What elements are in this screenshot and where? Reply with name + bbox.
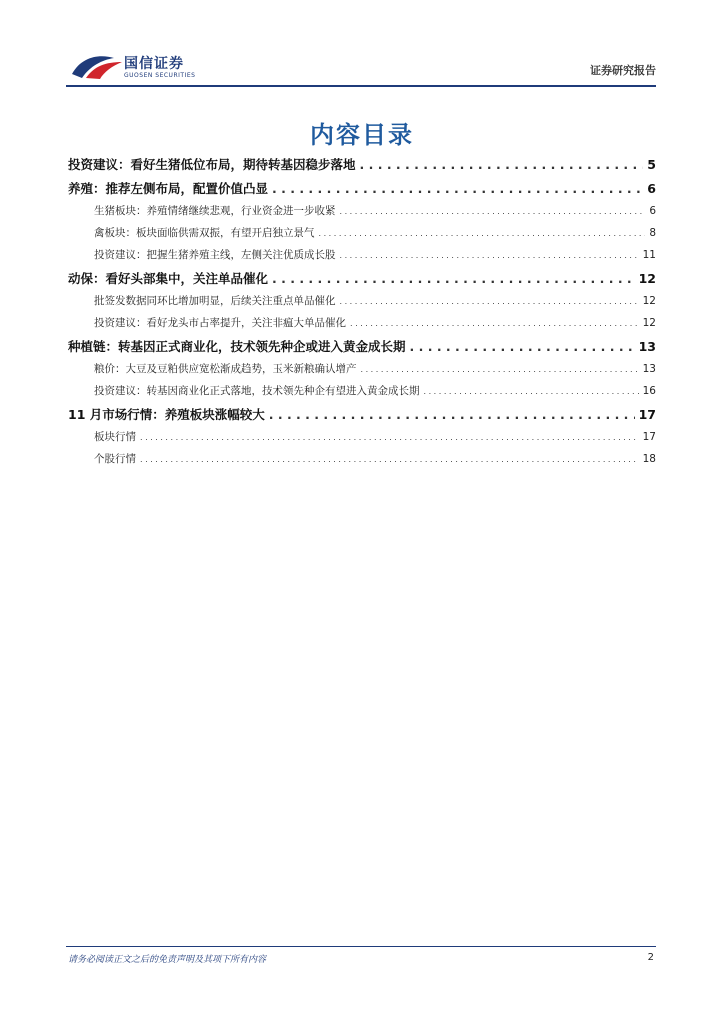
toc-entry-title: 种植链：转基因正式商业化，技术领先种企或进入黄金成长期 — [68, 339, 406, 354]
toc-entry-title: 投资建议：看好生猪低位布局，期待转基因稳步落地 — [68, 157, 356, 172]
toc-dot-leader — [319, 222, 646, 244]
toc-dot-leader — [361, 358, 639, 380]
toc-entry-subsection[interactable] — [68, 290, 656, 312]
toc-entry-title: 个股行情 — [94, 453, 136, 465]
header-divider — [66, 85, 656, 87]
brand-name-cn: 国信证券 — [124, 56, 184, 72]
toc-entry-page: 13 — [638, 339, 656, 354]
toc-entry-subsection[interactable] — [68, 200, 656, 222]
toc-entry-subsection[interactable] — [68, 380, 656, 402]
toc-dot-leader — [424, 380, 639, 402]
toc-entry-page: 5 — [647, 157, 656, 172]
toc-entry-page: 16 — [642, 385, 656, 397]
toc-dot-leader — [140, 448, 639, 470]
toc-dot-leader — [350, 312, 639, 334]
page-header — [66, 48, 656, 84]
report-type-label: 证券研究报告 — [590, 64, 656, 77]
toc-title: 内容目录 — [310, 121, 414, 149]
toc-entry-title: 批签发数据同环比增加明显，后续关注重点单品催化 — [94, 295, 336, 307]
toc-entry-title: 粮价：大豆及豆粕供应宽松渐成趋势，玉米新粮确认增产 — [94, 363, 357, 375]
toc-entry-section[interactable] — [68, 177, 656, 200]
toc-entry-title: 投资建议：看好龙头市占率提升，关注非瘟大单品催化 — [94, 317, 346, 329]
toc-entry-subsection[interactable] — [68, 426, 656, 448]
toc-entry-title: 生猪板块：养殖情绪继续悲观，行业资金进一步收紧 — [94, 205, 336, 217]
page-number: 2 — [647, 952, 654, 963]
toc-dot-leader — [340, 290, 639, 312]
guosen-logo-icon — [70, 52, 126, 80]
toc-dot-leader — [272, 177, 643, 200]
toc-entry-page: 6 — [649, 205, 656, 217]
toc-entry-page: 12 — [642, 317, 656, 329]
toc-entry-section[interactable] — [68, 403, 656, 426]
toc-entry-page: 12 — [642, 295, 656, 307]
toc-entry-page: 11 — [642, 249, 656, 261]
toc-entry-page: 17 — [642, 431, 656, 443]
toc-entry-page: 6 — [647, 181, 656, 196]
toc-entry-subsection[interactable] — [68, 222, 656, 244]
toc-entry-page: 8 — [649, 227, 656, 239]
toc-entry-title: 11 月市场行情：养殖板块涨幅较大 — [68, 407, 265, 422]
toc-entry-subsection[interactable] — [68, 358, 656, 380]
toc-dot-leader — [410, 335, 635, 358]
table-of-contents — [68, 152, 656, 470]
toc-dot-leader — [272, 267, 635, 290]
footer-divider — [66, 946, 656, 947]
toc-entry-title: 养殖：推荐左侧布局，配置价值凸显 — [68, 181, 269, 196]
toc-entry-subsection[interactable] — [68, 244, 656, 266]
toc-entry-section[interactable] — [68, 267, 656, 290]
toc-entry-section[interactable] — [68, 335, 656, 358]
toc-entry-title: 投资建议：转基因商业化正式落地，技术领先种企有望进入黄金成长期 — [94, 385, 420, 397]
toc-entry-page: 18 — [642, 453, 656, 465]
toc-entry-subsection[interactable] — [68, 448, 656, 470]
toc-entry-title: 动保：看好头部集中，关注单品催化 — [68, 271, 269, 286]
toc-dot-leader — [360, 153, 644, 176]
toc-entry-page: 17 — [638, 407, 656, 422]
brand-name-en: GUOSEN SECURITIES — [124, 72, 196, 79]
footer-disclaimer: 请务必阅读正文之后的免责声明及其项下所有内容 — [68, 955, 267, 965]
toc-dot-leader — [340, 200, 646, 222]
toc-entry-title: 投资建议：把握生猪养殖主线，左侧关注优质成长股 — [94, 249, 336, 261]
toc-dot-leader — [269, 403, 635, 426]
toc-entry-page: 13 — [642, 363, 656, 375]
toc-entry-section[interactable] — [68, 153, 656, 176]
toc-entry-subsection[interactable] — [68, 312, 656, 334]
toc-entry-title: 板块行情 — [94, 431, 136, 443]
toc-dot-leader — [140, 426, 639, 448]
toc-dot-leader — [340, 244, 639, 266]
toc-entry-page: 12 — [638, 271, 656, 286]
toc-entry-title: 禽板块：板块面临供需双振，有望开启独立景气 — [94, 227, 315, 239]
